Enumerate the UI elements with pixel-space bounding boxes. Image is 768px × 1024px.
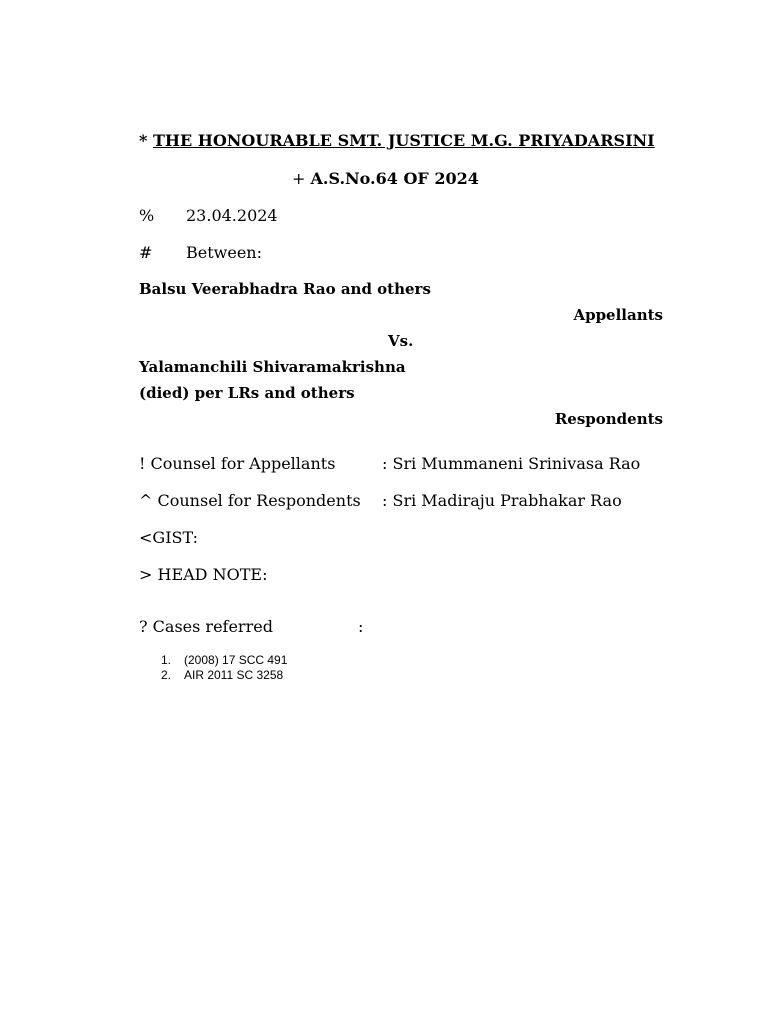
head-note-label: > HEAD NOTE: — [139, 565, 268, 584]
between-mark: # — [139, 243, 153, 262]
counsel-appellants-label: ! Counsel for Appellants — [139, 454, 336, 473]
appellant-name: Balsu Veerabhadra Rao and others — [139, 280, 431, 298]
list-item-citation: AIR 2011 SC 3258 — [184, 668, 284, 682]
list-item — [161, 653, 287, 668]
list-item-citation: (2008) 17 SCC 491 — [184, 653, 288, 667]
case-number: A.S.No.64 OF 2024 — [310, 169, 479, 188]
versus-label: Vs. — [388, 332, 414, 350]
cases-referred-colon: : — [358, 617, 364, 636]
list-item-number: 1. — [161, 653, 172, 667]
counsel-appellants-value: : Sri Mummaneni Srinivasa Rao — [382, 454, 641, 473]
cases-list — [161, 653, 287, 683]
appellant-role: Appellants — [573, 306, 663, 324]
list-item-number: 2. — [161, 668, 172, 682]
date-mark: % — [139, 206, 155, 225]
respondent-name-line1: Yalamanchili Shivaramakrishna — [139, 358, 406, 376]
case-number-line — [292, 169, 479, 188]
star-mark: * — [139, 131, 148, 150]
between-label: Between: — [186, 243, 262, 262]
respondent-name-line2: (died) per LRs and others — [139, 384, 355, 402]
counsel-respondents-value: : Sri Madiraju Prabhakar Rao — [382, 491, 622, 510]
list-item — [161, 668, 287, 683]
judge-name: THE HONOURABLE SMT. JUSTICE M.G. PRIYADARSINI — [152, 131, 655, 150]
judgment-date: 23.04.2024 — [186, 206, 278, 225]
cases-referred-label: ? Cases referred — [139, 617, 273, 636]
case-prefix: + — [292, 169, 306, 188]
judge-heading — [139, 131, 655, 150]
gist-label: <GIST: — [139, 528, 198, 547]
counsel-respondents-label: ^ Counsel for Respondents — [139, 491, 361, 510]
respondent-role: Respondents — [554, 410, 663, 428]
